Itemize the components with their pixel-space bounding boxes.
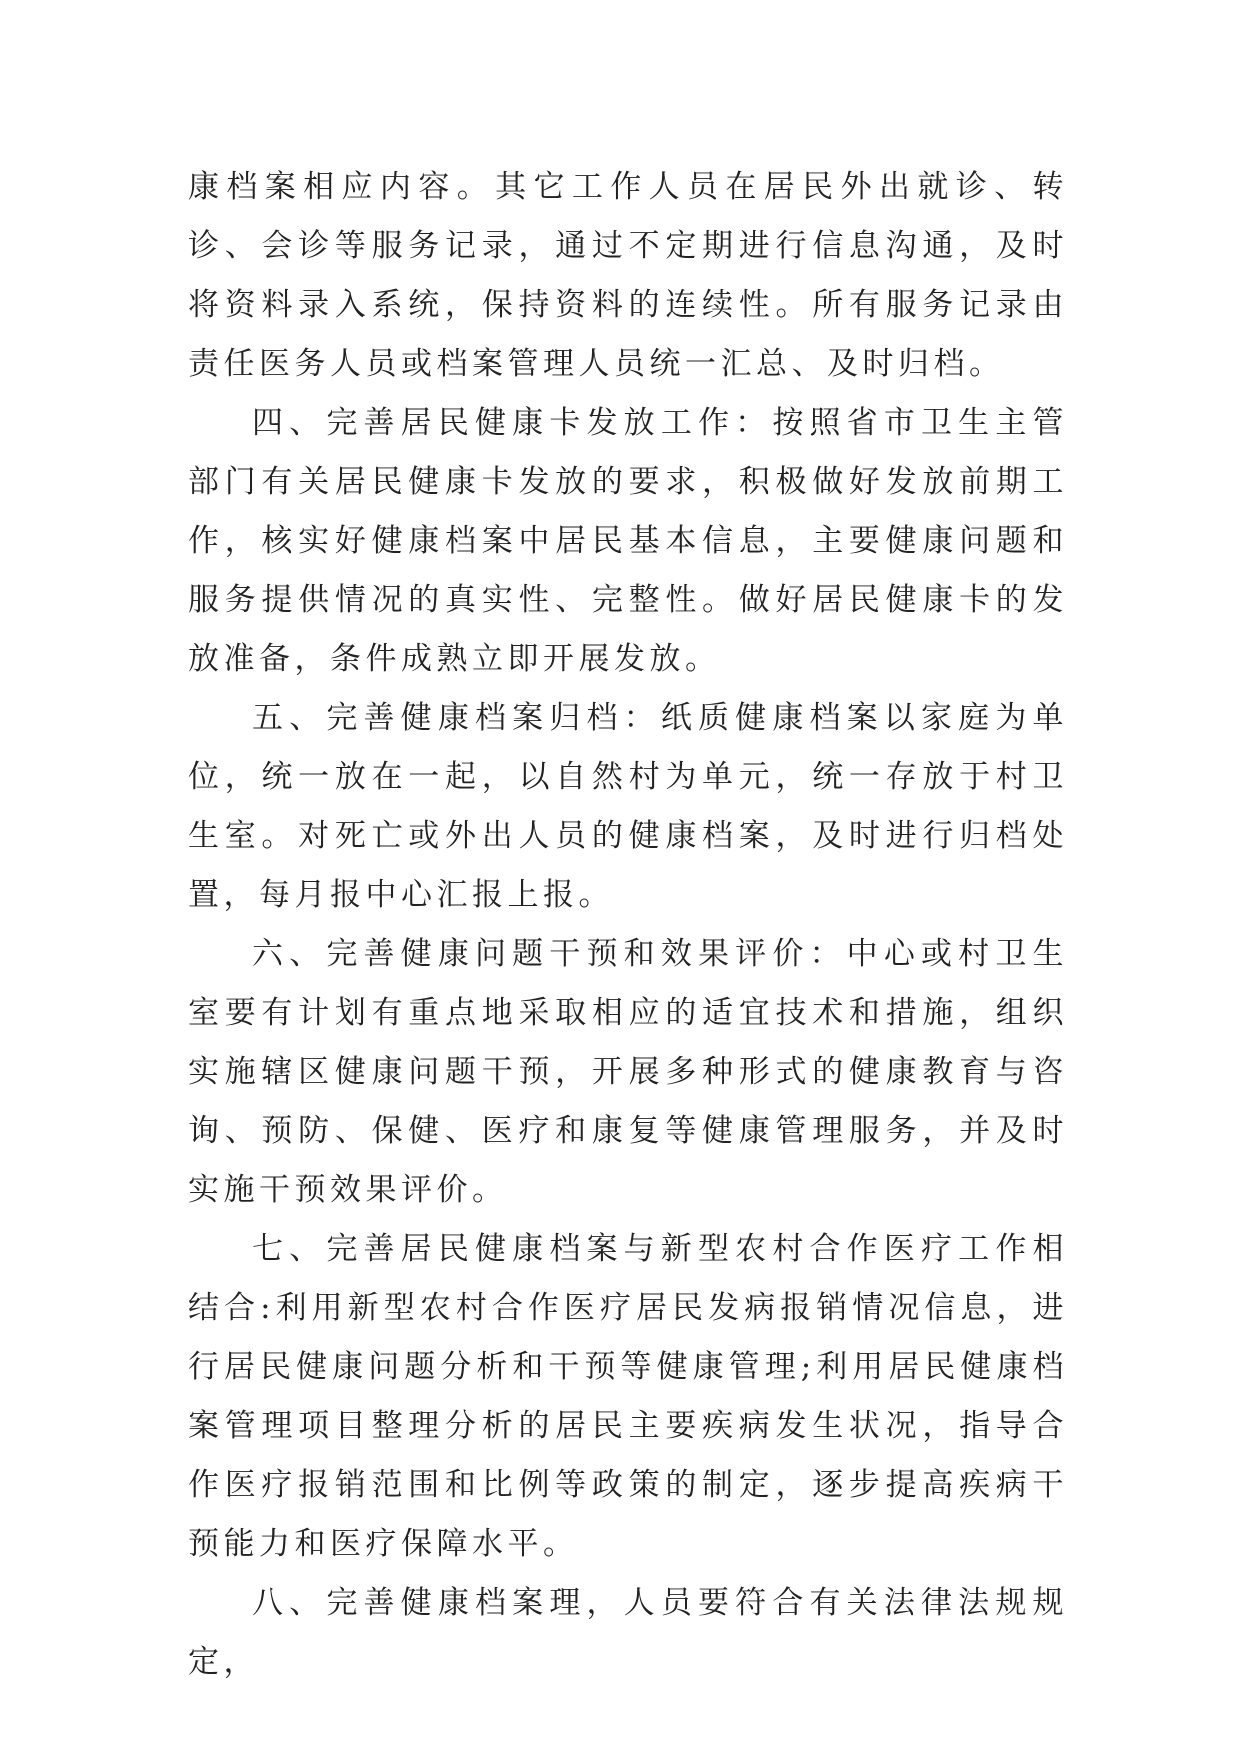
- paragraph-item-8: 八、完善健康档案理，人员要符合有关法律法规规定，: [188, 1585, 1068, 1680]
- paragraph-item-5: 五、完善健康档案归档：纸质健康档案以家庭为单位，统一放在一起，以自然村为单元，统一存放于村卫生室。对死亡或外出人员的健康档案，及时进行归档处置，每月报中心汇报上报。: [188, 700, 1068, 913]
- document-body: [188, 158, 1068, 1692]
- paragraph-item-7: 七、完善居民健康档案与新型农村合作医疗工作相结合:利用新型农村合作医疗居民发病报销情况信息，进行居民健康问题分析和干预等健康管理;利用居民健康档案管理项目整理分析的居民主要疾病发生状况，指导合作医疗报销范围和比例等政策的制定，逐步提高疾病干预能力和医疗保障水平。: [188, 1231, 1068, 1562]
- paragraph-item-6: 六、完善健康问题干预和效果评价：中心或村卫生室要有计划有重点地采取相应的适宜技术和措施，组织实施辖区健康问题干预，开展多种形式的健康教育与咨询、预防、保健、医疗和康复等健康管理服务，并及时实施干预效果评价。: [188, 936, 1068, 1208]
- paragraph-continuation: 康档案相应内容。其它工作人员在居民外出就诊、转诊、会诊等服务记录，通过不定期进行信息沟通，及时将资料录入系统，保持资料的连续性。所有服务记录由责任医务人员或档案管理人员统一汇总、及时归档。: [188, 169, 1068, 382]
- paragraph-item-4: 四、完善居民健康卡发放工作：按照省市卫生主管部门有关居民健康卡发放的要求，积极做好发放前期工作，核实好健康档案中居民基本信息，主要健康问题和服务提供情况的真实性、完整性。做好居民健康卡的发放准备，条件成熟立即开展发放。: [188, 405, 1068, 677]
